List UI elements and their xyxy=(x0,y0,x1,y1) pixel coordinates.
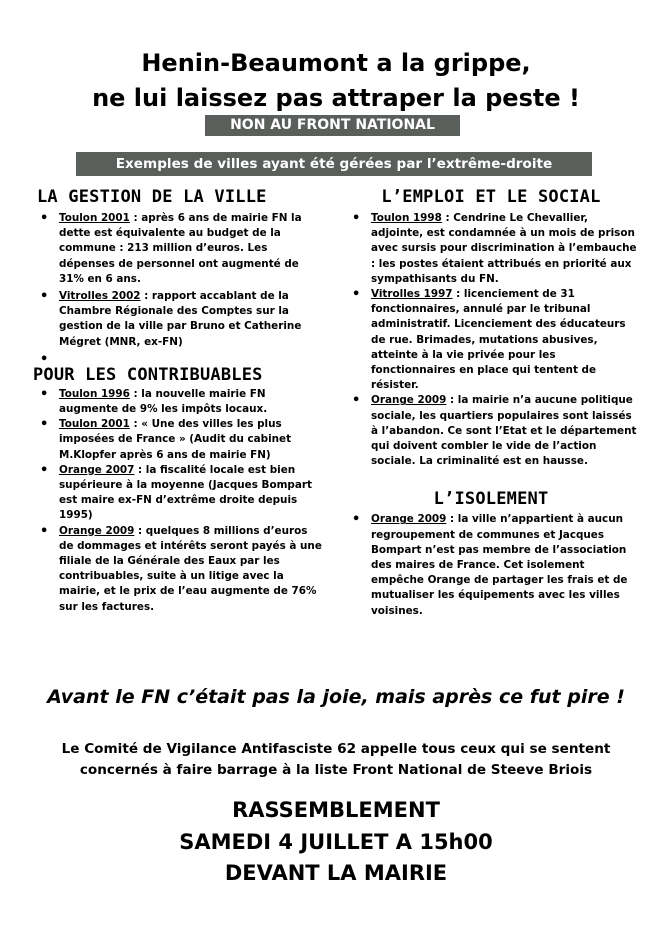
appeal-line-1: Le Comité de Vigilance Antifasciste 62 appelle tous ceux qui se sentent xyxy=(61,741,611,757)
title-line-1: Henin-Beaumont a la grippe, xyxy=(141,49,531,77)
item-text: : Cendrine Le Chevallier, adjointe, est condamnée à un mois de prison avec sursis pour discrimination à l’embauche : les postes étaient attribués en priorité aux sympathisants du FN. xyxy=(371,212,637,285)
list-item xyxy=(59,417,323,463)
section-heading-contribuables: POUR LES CONTRIBUABLES xyxy=(33,364,263,385)
contribuables-list xyxy=(33,387,323,615)
item-place: Orange 2009 xyxy=(371,513,447,526)
isolement-list xyxy=(345,512,637,618)
emploi-list xyxy=(345,211,637,469)
subbanner-exemples: Exemples de villes ayant été gérées par l’extrême-droite xyxy=(76,152,592,176)
list-item xyxy=(59,211,323,287)
rally-line-3: DEVANT LA MAIRIE xyxy=(224,861,448,885)
item-place: Toulon 2001 xyxy=(59,212,130,224)
item-place: Toulon 2001 xyxy=(59,418,130,431)
item-text: : après 6 ans de mairie FN la dette est équivalente au budget de la commune : 213 million d’euros. Les dépenses de personnel ont augmenté de 31% en 6 ans. xyxy=(59,212,302,285)
list-item xyxy=(59,387,323,417)
empty-list-item xyxy=(59,352,323,367)
appeal-line-2: concernés à faire barrage à la liste Front National de Steeve Briois xyxy=(79,762,593,778)
list-item xyxy=(371,512,637,618)
slogan: Avant le FN c’était pas la joie, mais après ce fut pire ! xyxy=(47,686,625,708)
item-place: Toulon 1998 xyxy=(371,212,442,224)
item-text: : la mairie n’a aucune politique sociale, les quartiers populaires sont laissés à l’abandon. Ce sont l’Etat et le département qui doivent combler le vide de l’action sociale. La criminalité est en hausse. xyxy=(371,394,637,468)
title-line-2: ne lui laissez pas attraper la peste ! xyxy=(92,84,580,112)
item-place: Orange 2009 xyxy=(371,394,447,407)
item-place: Toulon 1996 xyxy=(59,387,130,400)
item-text: : rapport accablant de la Chambre Régionale des Comptes sur la gestion de la ville par Bruno et Catherine Mégret (MNR, ex-FN) xyxy=(59,290,302,348)
item-place: Vitrolles 1997 xyxy=(371,288,453,301)
list-item xyxy=(59,289,323,350)
list-item xyxy=(371,393,637,469)
list-item xyxy=(59,524,323,615)
item-place: Orange 2009 xyxy=(59,524,135,537)
item-text: : quelques 8 millions d’euros de dommages et intérêts seront payés à une filiale de la Générale des Eaux par les contribuables, suite à un litige avec la mairie, et le prix de l’eau augmente de 76% sur les factures. xyxy=(59,524,322,613)
section-heading-gestion: LA GESTION DE LA VILLE xyxy=(37,187,267,207)
list-item xyxy=(371,287,637,393)
left-column xyxy=(33,187,323,615)
item-text: : « Une des villes les plus imposées de France » (Audit du cabinet M.Klopfer après 6 ans de mairie FN) xyxy=(59,418,292,461)
list-item xyxy=(371,211,637,287)
rally-line-2: SAMEDI 4 JUILLET A 15h00 xyxy=(179,830,493,854)
item-text: : la nouvelle mairie FN augmente de 9% les impôts locaux. xyxy=(59,387,268,416)
list-item xyxy=(59,463,323,524)
section-heading-isolement: L’ISOLEMENT xyxy=(433,489,549,510)
banner-non-au-fn: NON AU FRONT NATIONAL xyxy=(205,115,460,136)
item-text: : licenciement de 31 fonctionnaires, annulé par le tribunal administratif. Licenciement des éducateurs de rue. Brimades, mutations abusives, atteinte à la vie privée pour les fonctionnaires en place qui tentent de résister. xyxy=(371,288,626,392)
rally-line-1: RASSEMBLEMENT xyxy=(232,798,440,822)
item-text: : la ville n’appartient à aucun regroupement de communes et Jacques Bompart n’est pas membre de l’association des maires de France. Cet isolement empêche Orange de partager les frais et de mutualiser les équipements avec les villes voisines. xyxy=(371,513,628,617)
item-place: Vitrolles 2002 xyxy=(59,290,141,303)
item-text: : la fiscalité locale est bien supérieure à la moyenne (Jacques Bompart est maire ex-FN d’extrême droite depuis 1995) xyxy=(59,463,312,522)
gestion-list xyxy=(33,211,323,367)
item-place: Orange 2007 xyxy=(59,463,135,476)
right-column xyxy=(345,187,637,619)
section-heading-emploi: L’EMPLOI ET LE SOCIAL xyxy=(381,187,601,207)
